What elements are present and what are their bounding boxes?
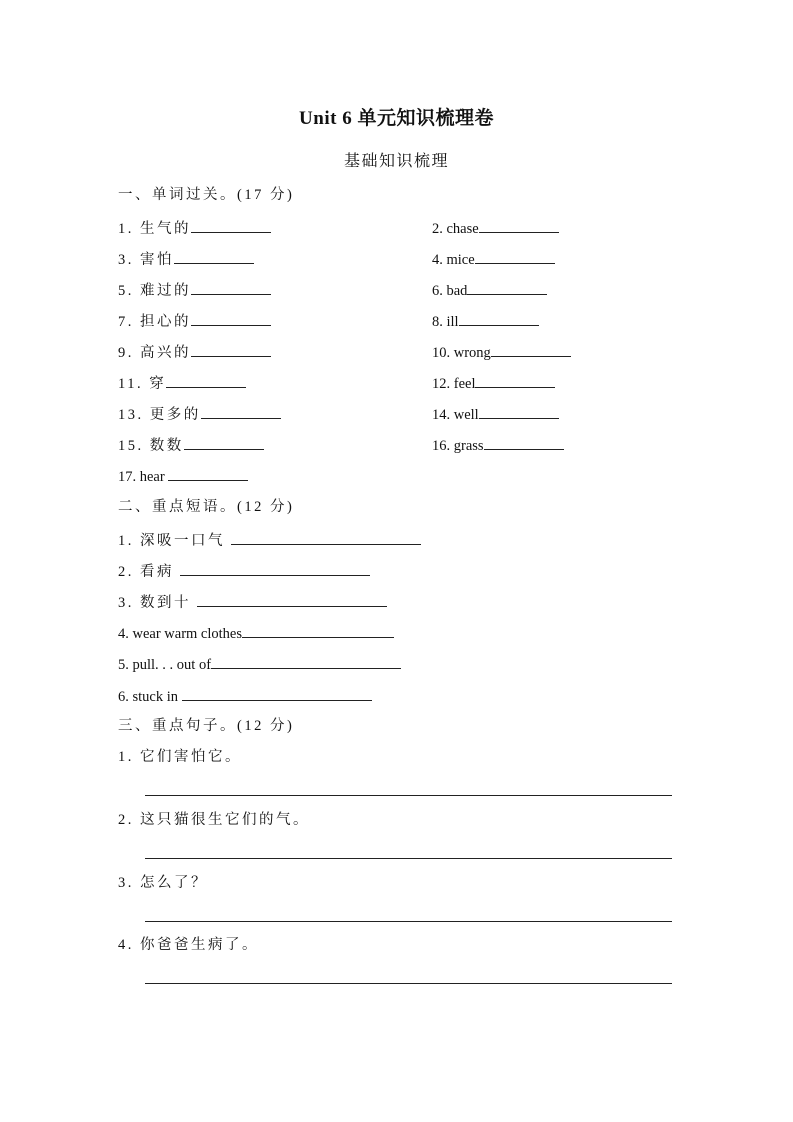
- vocab-item: 5. 难过的: [118, 280, 271, 300]
- phrase-item: 1. 深吸一口气: [118, 530, 421, 550]
- sentence-answer-line[interactable]: [145, 983, 672, 984]
- vocab-item: 3. 害怕: [118, 249, 254, 269]
- sentence-prompt: 4. 你爸爸生病了。: [118, 937, 259, 953]
- answer-blank[interactable]: [168, 466, 248, 481]
- answer-blank[interactable]: [479, 404, 559, 419]
- answer-blank[interactable]: [191, 280, 271, 295]
- vocab-item: 9. 高兴的: [118, 342, 271, 362]
- answer-blank[interactable]: [491, 342, 571, 357]
- vocab-item: 15. 数数: [118, 435, 264, 455]
- vocab-item: 6. bad: [432, 280, 547, 300]
- answer-blank[interactable]: [191, 342, 271, 357]
- answer-blank[interactable]: [242, 623, 394, 638]
- vocab-item: 2. chase: [432, 218, 559, 238]
- answer-blank[interactable]: [479, 218, 559, 233]
- page-subtitle: 基础知识梳理: [343, 153, 449, 170]
- answer-blank[interactable]: [180, 561, 370, 576]
- phrase-item: 5. pull. . . out of: [118, 654, 401, 674]
- phrase-item: 3. 数到十: [118, 592, 387, 612]
- vocab-item: 13. 更多的: [118, 404, 281, 424]
- answer-blank[interactable]: [166, 373, 246, 388]
- answer-blank[interactable]: [191, 218, 271, 233]
- answer-blank[interactable]: [484, 435, 564, 450]
- sentence-prompt: 1. 它们害怕它。: [118, 749, 242, 765]
- answer-blank[interactable]: [174, 249, 254, 264]
- answer-blank[interactable]: [191, 311, 271, 326]
- answer-blank[interactable]: [201, 404, 281, 419]
- sentence-prompt: 3. 怎么了？: [118, 875, 208, 891]
- vocab-item: 4. mice: [432, 249, 555, 269]
- answer-blank[interactable]: [459, 311, 539, 326]
- answer-blank[interactable]: [231, 530, 421, 545]
- section-heading-sentences: 三、重点句子。(12 分): [118, 718, 295, 734]
- vocab-item: 8. ill: [432, 311, 539, 331]
- section-heading-vocabulary: 一、单词过关。(17 分): [118, 187, 295, 203]
- sentence-answer-line[interactable]: [145, 795, 672, 796]
- vocab-item: 11. 穿: [118, 373, 246, 393]
- sentence-answer-line[interactable]: [145, 921, 672, 922]
- answer-blank[interactable]: [475, 249, 555, 264]
- answer-blank[interactable]: [184, 435, 264, 450]
- phrase-item: 2. 看病: [118, 561, 370, 581]
- vocab-item: 7. 担心的: [118, 311, 271, 331]
- phrase-item: 6. stuck in: [118, 686, 372, 706]
- phrase-item: 4. wear warm clothes: [118, 623, 394, 643]
- vocab-item: 14. well: [432, 404, 559, 424]
- vocab-item: 17. hear: [118, 466, 248, 486]
- sentence-answer-line[interactable]: [145, 858, 672, 859]
- vocab-item: 16. grass: [432, 435, 564, 455]
- section-heading-phrases: 二、重点短语。(12 分): [118, 499, 295, 515]
- page-title: Unit 6 单元知识梳理卷: [299, 108, 494, 129]
- answer-blank[interactable]: [475, 373, 555, 388]
- vocab-item: 12. feel: [432, 373, 555, 393]
- answer-blank[interactable]: [211, 654, 401, 669]
- answer-blank[interactable]: [197, 592, 387, 607]
- vocab-item: 1. 生气的: [118, 218, 271, 238]
- vocab-item: 10. wrong: [432, 342, 571, 362]
- answer-blank[interactable]: [467, 280, 547, 295]
- sentence-prompt: 2. 这只猫很生它们的气。: [118, 812, 310, 828]
- answer-blank[interactable]: [182, 686, 372, 701]
